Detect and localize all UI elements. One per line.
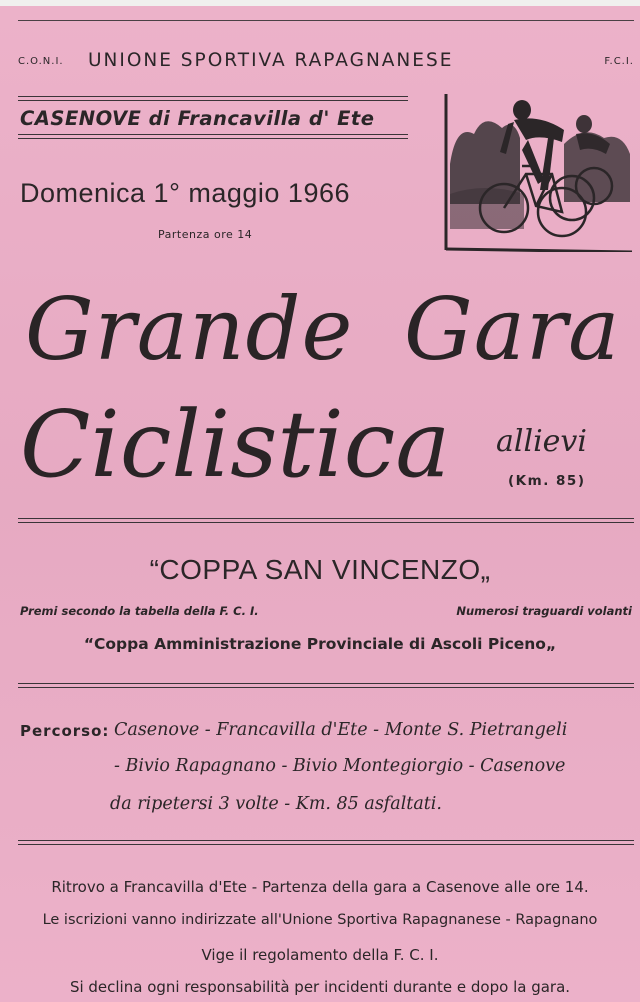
cyclist-illustration: [444, 94, 634, 252]
section-rule-2: [18, 683, 634, 688]
route-label: Percorso:: [20, 722, 110, 740]
section-rule-1: [18, 518, 634, 523]
title-grande: Grande: [25, 280, 354, 380]
race-poster: [0, 6, 640, 1002]
route-line-3: da ripetersi 3 volte - Km. 85 asfaltati.: [110, 794, 442, 814]
info-regulations: Vige il regolamento della F. C. I.: [201, 946, 439, 964]
title-ciclistica: Ciclistica: [20, 391, 451, 498]
info-meeting-point: Ritrovo a Francavilla d'Ete - Partenza della gara a Casenove alle ore 14.: [51, 878, 589, 896]
main-cup-title: “COPPA SAN VINCENZO„: [149, 554, 491, 585]
location-rule-bottom: [18, 134, 408, 139]
info-registration: Le iscrizioni vanno indirizzate all'Unione Sportiva Rapagnanese - Rapagnano: [42, 912, 598, 928]
info-disclaimer: Si declina ogni responsabilità per incidenti durante e dopo la gara.: [69, 978, 571, 996]
race-category: allievi: [496, 424, 587, 459]
route-line-1: Casenove - Francavilla d'Ete - Monte S. Pietrangeli: [114, 720, 568, 740]
route-line-2: - Bivio Rapagnano - Bivio Montegiorgio - Casenove: [114, 756, 566, 776]
coni-label: C.O.N.I.: [18, 56, 64, 67]
section-rule-3: [18, 840, 634, 845]
flying-goals-note: Numerosi traguardi volanti: [456, 604, 632, 618]
organizer-name: UNIONE SPORTIVA RAPAGNANESE: [88, 50, 454, 71]
fci-label: F.C.I.: [604, 56, 634, 67]
race-distance: (Km. 85): [508, 473, 586, 489]
location-rule-top: [18, 96, 408, 101]
start-time: Partenza ore 14: [158, 228, 253, 241]
top-border-rule: [18, 20, 634, 21]
title-gara: Gara: [404, 280, 621, 380]
provincial-cup-title: “Coppa Amministrazione Provinciale di Ascoli Piceno„: [83, 635, 557, 653]
prizes-note: Premi secondo la tabella della F. C. I.: [20, 604, 259, 618]
event-location: CASENOVE di Francavilla d' Ete: [20, 107, 375, 130]
event-date: Domenica 1° maggio 1966: [20, 178, 350, 208]
